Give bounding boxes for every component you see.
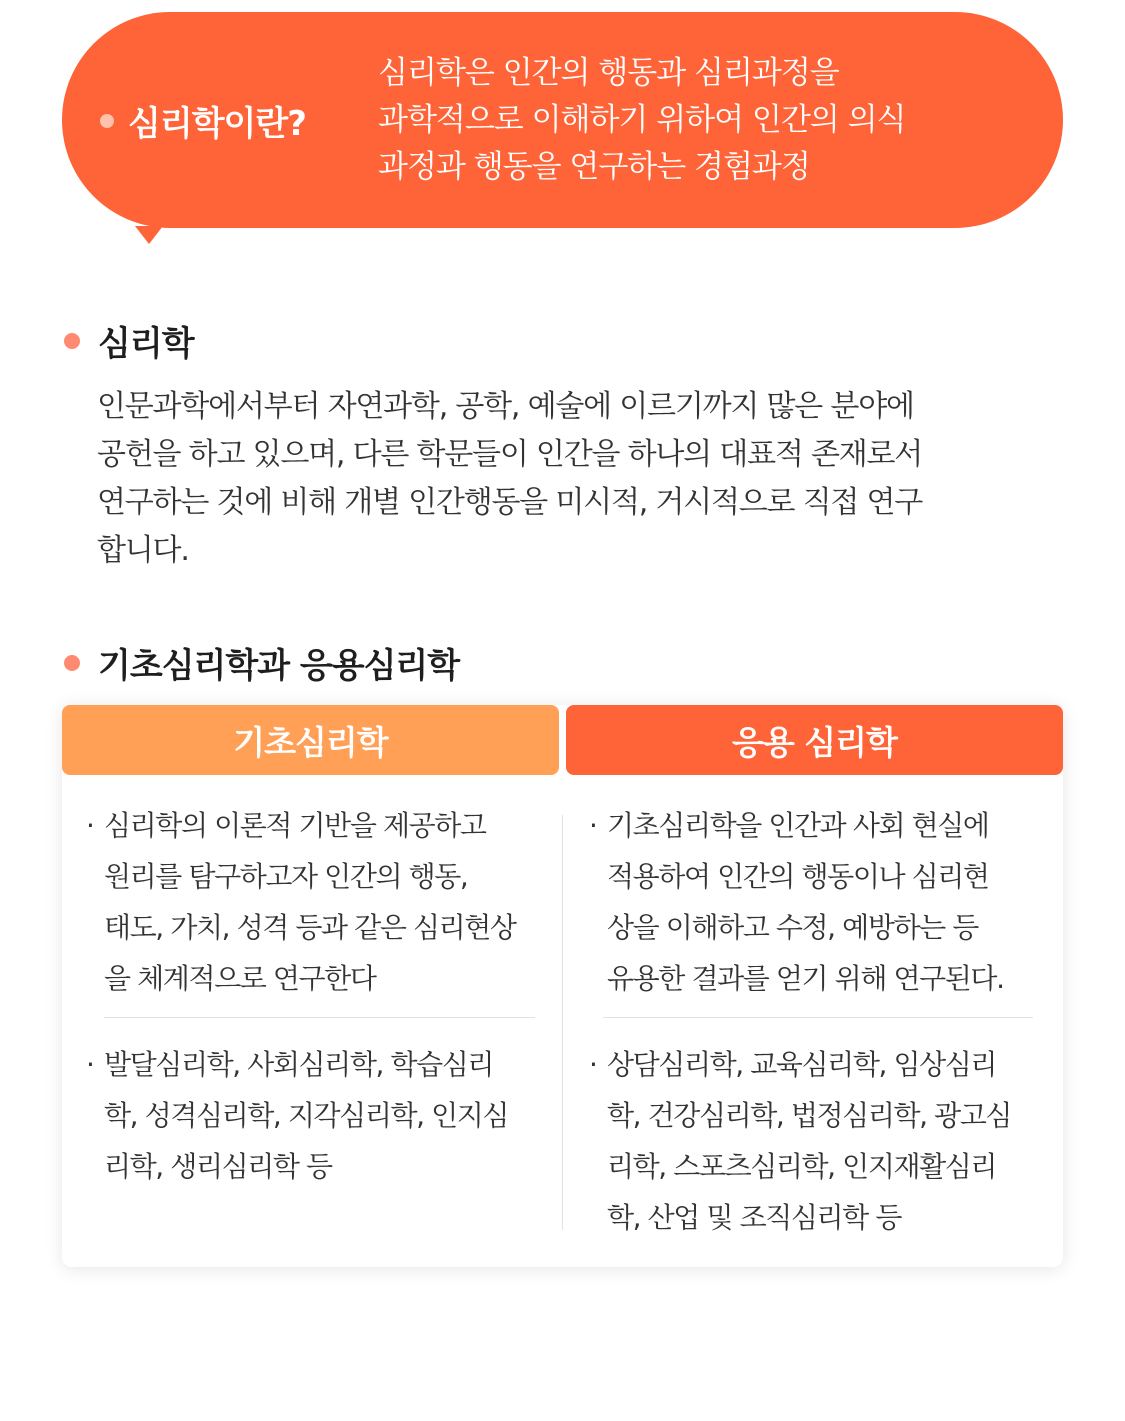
section-heading-basic-applied <box>64 638 459 687</box>
column-divider <box>562 815 563 1230</box>
item-line: 원리를 탐구하고자 인간의 행동, <box>104 860 468 893</box>
applied-psychology-fields <box>589 1039 1012 1243</box>
item-line: 상담심리학, 교육심리학, 임상심리 <box>607 1048 997 1081</box>
bubble-line: 심리학은 인간의 행동과 심리과정을 <box>378 55 839 91</box>
item-line: 발달심리학, 사회심리학, 학습심리 <box>104 1048 494 1081</box>
applied-psychology-header: 응용 심리학 <box>566 705 1063 775</box>
paragraph-line: 공헌을 하고 있으며, 다른 학문들이 인간을 하나의 대표적 존재로서 <box>97 437 923 472</box>
item-line: 심리학의 이론적 기반을 제공하고 <box>104 809 486 842</box>
bubble-title: 심리학이란? <box>128 104 306 144</box>
bullet-dot-icon <box>100 114 114 128</box>
item-line: 유용한 결과를 얻기 위해 연구된다. <box>607 962 1004 995</box>
item-line: 을 체계적으로 연구한다 <box>104 962 376 995</box>
bubble-line: 과학적으로 이해하기 위하여 인간의 의식 <box>378 102 906 138</box>
item-divider <box>104 1017 535 1018</box>
bullet-icon: · <box>589 809 597 842</box>
bullet-icon: · <box>86 809 94 842</box>
section-title: 기초심리학과 응용심리학 <box>98 646 460 686</box>
item-line: 학, 성격심리학, 지각심리학, 인지심 <box>104 1099 509 1132</box>
bullet-dot-icon <box>64 333 80 349</box>
bullet-icon: · <box>589 1048 597 1081</box>
basic-psychology-description <box>86 800 516 1004</box>
bubble-label <box>100 96 306 145</box>
item-line: 태도, 가치, 성격 등과 같은 심리현상 <box>104 911 516 944</box>
basic-psychology-header: 기초심리학 <box>62 705 559 775</box>
basic-psychology-fields <box>86 1039 509 1192</box>
section-heading-psychology <box>64 316 194 365</box>
bullet-dot-icon <box>64 655 80 671</box>
item-divider <box>603 1017 1033 1018</box>
section-title: 심리학 <box>98 324 194 364</box>
item-line: 리학, 생리심리학 등 <box>104 1150 332 1183</box>
bullet-icon: · <box>86 1048 94 1081</box>
bubble-tail <box>135 226 163 244</box>
item-line: 학, 산업 및 조직심리학 등 <box>607 1201 901 1234</box>
bubble-line: 과정과 행동을 연구하는 경험과정 <box>378 149 810 185</box>
item-line: 리학, 스포츠심리학, 인지재활심리 <box>607 1150 997 1183</box>
paragraph-line: 합니다. <box>97 533 189 568</box>
item-line: 적용하여 인간의 행동이나 심리현 <box>607 860 989 893</box>
bubble-definition-text <box>378 50 1028 191</box>
item-line: 기초심리학을 인간과 사회 현실에 <box>607 809 989 842</box>
item-line: 학, 건강심리학, 법정심리학, 광고심 <box>607 1099 1012 1132</box>
psychology-description <box>97 383 1057 575</box>
applied-psychology-description <box>589 800 1004 1004</box>
paragraph-line: 인문과학에서부터 자연과학, 공학, 예술에 이르기까지 많은 분야에 <box>97 389 914 424</box>
paragraph-line: 연구하는 것에 비해 개별 인간행동을 미시적, 거시적으로 직접 연구 <box>97 485 923 520</box>
item-line: 상을 이해하고 수정, 예방하는 등 <box>607 911 978 944</box>
